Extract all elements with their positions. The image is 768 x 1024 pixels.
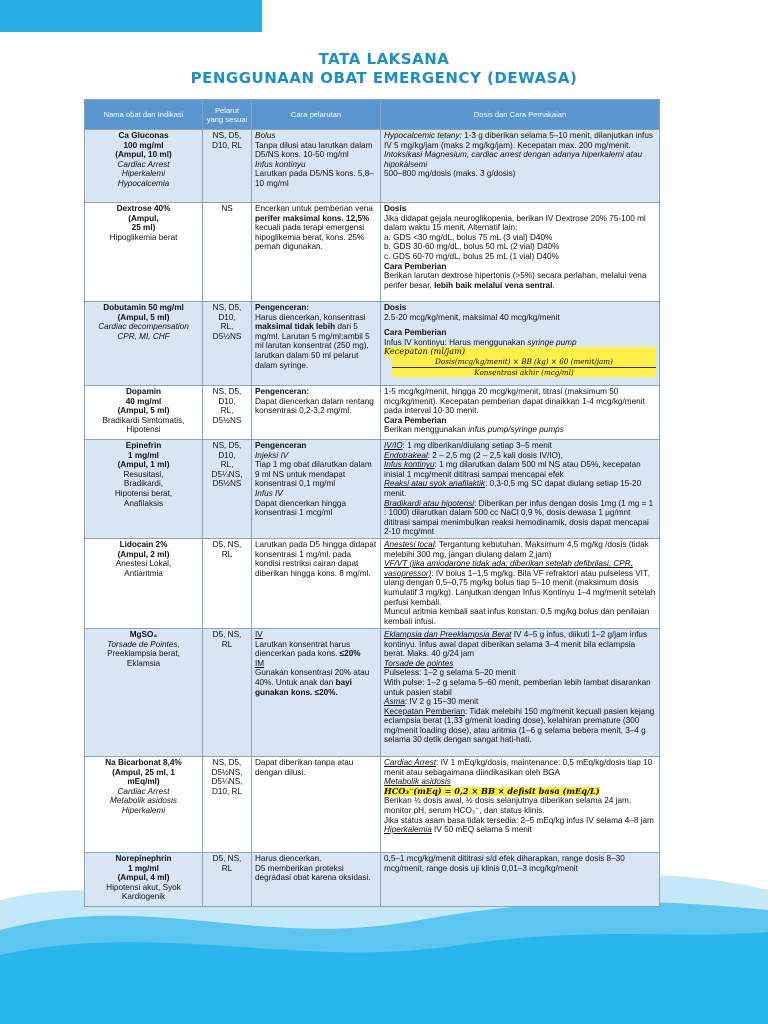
prep-text: Harus diencerkan. [255,853,322,863]
prep-subheading: Injeksi IV [255,450,289,460]
dose-text: : IV 2 g 15–30 menit [404,697,479,707]
dose-cell [381,386,660,440]
solvent: D5¼NS, [211,777,243,787]
solvent: RL [221,549,233,559]
drug-form: 25 ml) [131,223,156,233]
drug-strength: 1 mg/ml [128,863,159,873]
dose-heading: IV/IO [384,441,403,450]
drug-indication: Hipotensi akut, Syok [106,882,181,892]
drug-indication: Hipotensi [126,425,161,435]
prep-emphasis: maksimal tidak lebih [255,322,336,332]
drug-name: Ca Gluconas [118,131,169,140]
prep-heading: Bolus [255,131,276,140]
solvent: D10, [218,396,236,406]
drug-indication: Bradikardi Simtomatis, [102,415,185,425]
prep-text: kecuali pada terapi emergensi hipoglikemia berat, kons. 25% pernah digunakan. [255,223,365,252]
solvent: D5½NS [212,415,242,425]
prep-heading: Pengenceran: [255,387,310,396]
dose-cell [381,538,660,628]
dose-heading: Kecepatan Pemberian [384,706,466,716]
dose-text: : 2 – 2,5 mg (2 – 2,5 kali dosis IV/IO), [427,450,563,460]
dose-heading: Hypocalcemic tetany: [384,131,462,140]
dose-text: : 1 mg dilarutkan dalam 500 ml NS atau D5%, kecepatan inisial 1 mcg/menit dititrasi sampai mencapai efek [384,460,641,479]
dose-text: : IV bolus 1–1,5 mg/kg. Bila VF refraktori atau pulseless VIT, ulang dengan 0,5–0,75 mg/kg bolus tiap 5–10 menit (maksimum dosis kumulatif 3 mg/kg). Lanjutkan dengan Infus Kontinyu 1–4 mg/menit setelah perfusi kembali. [384,568,656,607]
table-row [85,440,660,539]
drug-strength: 40 mg/ml [125,396,162,406]
drug-indication: Cardiac Arrest [117,159,170,169]
dose-heading: Torsade de pointes [384,658,454,668]
dose-text: Infus IV kontinyu: Harus menggunakan [384,337,528,347]
solvent: D10, RL [211,140,243,150]
title-line-2: PENGGUNAAN OBAT EMERGENCY (DEWASA) [190,69,578,87]
drug-name: Dobutamin 50 mg/ml [103,303,184,312]
bicarbonate-formula: HCO₃⁻(mEq) = 0,2 × BB × defisit basa (mEq/L) [384,785,600,796]
title-line-1: TATA LAKSANA [318,50,450,68]
solvent: D5½NS, [211,767,243,777]
prep-cell [252,628,381,756]
prep-cell [252,203,381,302]
solvent-cell [203,130,252,203]
dose-heading: VF/VT (jika amiodarone tidak ada; diberikan setelah defibrilasi, CPR, vasopressor) [384,559,633,578]
prep-text: Tanpa dilusi atau larutkan dalam D5/NS kons. 10-50 mg/ml [255,140,373,160]
prep-heading: Pengenceran: [255,303,310,312]
drug-name: Dextrose 40% [116,204,171,213]
drug-indication: Hipoglikemia berat [109,232,178,242]
drug-name: Na Bicarbonat 8,4% [105,757,182,767]
prep-text: Encerkan untuk pemberian vena [255,204,373,213]
solvent: D5, NS, [212,853,242,863]
rate-formula-denominator: Konsentrasi akhir (mcg/ml) [392,368,656,378]
solvent-cell [203,302,252,386]
solvent-cell [203,756,252,852]
dose-heading: Dosis [384,204,407,213]
drug-form: (Ampul, [128,213,159,223]
dose-cell [381,628,660,756]
dose-heading: Asma [384,697,405,707]
solvent: D10, RL [211,786,243,796]
dose-text: 2.5-20 mcg/kg/menit, maksimal 40 mcg/kg/menit [384,312,560,322]
drug-name-cell [85,203,203,302]
table-header-row [85,100,660,130]
prep-cell [252,852,381,906]
solvent: RL, [220,322,234,332]
table-row [85,130,660,203]
dose-emphasis: lebih baik melalui vena sentral [434,280,553,290]
dose-text: Pulseless: 1–2 g selama 5–20 menit [384,668,516,678]
dose-heading: Cara Pemberian [384,415,447,425]
solvent-cell [203,440,252,539]
dose-text: a. GDS <30 mg/dL, bolus 75 mL (3 vial) D40% [384,232,553,242]
prep-text: D5 memberikan proteksi degradasi obat karena oksidasi. [255,863,371,883]
drug-indication: Anafilaksis [123,498,164,508]
solvent: D5¼NS, [211,469,243,479]
dose-cell [381,130,660,203]
header-name: Nama obat dan Indikasi [85,100,203,130]
dose-text: : Tidak melebihi 150 mg/menit kecuali pasien kejang eclampsia berat (1,33 g/menit loading dose), kelahiran premature (300 mg/menit loading dose), atau aritmia (1–6 g selama bebera menit, 3–4 g selama 30 detik dengan sangat hati-hati. [384,706,655,745]
table-row [85,538,660,628]
drug-indication: Eklamsia [126,658,161,668]
drug-indication: Preeklampsia berat, [107,649,180,659]
prep-emphasis: bayi gunakan kons. ≤20%. [255,677,352,697]
dose-heading: Metabolik asidosis [384,777,451,787]
table-row [85,386,660,440]
dose-emphasis: syringe pump [527,337,577,347]
drug-form: (Ampul, 10 ml) [115,150,172,160]
drug-name-cell [85,756,203,852]
drug-indication: Hipotensi berat, [114,488,173,498]
drug-name-cell [85,852,203,906]
drug-indication: Antiaritmia [124,568,163,578]
prep-heading: IM [255,658,265,668]
solvent: D10, [218,312,236,322]
prep-cell [252,538,381,628]
dose-heading: Reaksi atau syok anafilaktik [384,479,486,489]
solvent: RL [221,639,233,649]
emergency-drug-table [84,99,660,907]
prep-text: Larutkan pada D5/NS kons. 5,8–10 mg/ml [255,169,374,188]
dose-text: : 1 mg diberikan/diulang setiap 3–5 menit [402,441,552,450]
drug-form: (Ampul, 5 ml) [117,312,170,322]
prep-text: Larutkan konsentrat harus diencerkan pada kons. [255,639,351,659]
solvent: D5½NS [212,479,242,489]
table-row [85,302,660,386]
prep-cell [252,386,381,440]
dose-heading: Endotrakeal [384,450,428,460]
dose-heading: Hiperkalemia [384,825,432,835]
prep-cell [252,130,381,203]
dose-heading: Cara Pemberian [384,261,447,271]
solvent: D5, NS, [212,629,242,639]
prep-heading: Infus kontinyu [255,159,306,169]
solvent: NS, D5, [212,757,242,767]
prep-cell [252,302,381,386]
drug-name-cell [85,538,203,628]
dose-text: : IV 1 mEq/kg/dosis, maintenance: 0,5 mEq/kg/dosis tiap 10 menit atau sebagaimana diindikasikan oleh BGA [384,757,653,777]
prep-text: Larutkan pada D5 hingga didapat konsentrasi 1 mg/ml. pada kondisi restriksi cairan dapat diberikan hingga kons. 8 mg/ml. [255,539,377,578]
dose-text: IV 50 mEQ selama 5 menit [431,825,532,835]
drug-form: (Ampul, 25 ml, 1 [112,767,175,777]
drug-form: (Ampul, 5 ml) [117,406,170,416]
drug-indication: Cardiac Arrest [117,786,170,796]
drug-indication: Cardiac decompensation [98,322,189,332]
dose-emphasis: infus pump/syringe pumps [468,425,564,435]
drug-name-cell [85,386,203,440]
drug-indication: Torsade de Pointes, [107,639,180,649]
prep-text: Gunakan konsentrasi 20% atau 40%. Untuk anak dan [255,668,370,687]
solvent-cell [203,386,252,440]
dose-text: Berikan larutan dextrose hipertonis (>5%) secara perlahan, melalui vena perifer besar, [384,271,647,290]
drug-form: mEq/ml) [127,777,160,787]
drug-form: (Ampul, 2 ml) [117,549,170,559]
solvent-cell [203,203,252,302]
drug-indication: Hypocalcemia [117,178,170,188]
drug-name: Dopamin [125,387,162,396]
solvent-cell [203,628,252,756]
table-row [85,756,660,852]
top-accent-bar [0,0,262,32]
dose-heading: Intoksikasi Magnesium, cardiac arrest dengan adanya hiperkalemi atau hipokalsemi [384,150,643,169]
dose-text: 0,5–1 mcg/kg/menit dititrasi s/d efek diharapkan, range dosis 8–30 mcg/menit, range dosis uji klinis 0,01–3 mcg/kg/menit [384,853,625,873]
dose-text: Berikan menggunakan [384,425,469,435]
drug-indication: CPR, MI, CHF [117,331,170,341]
dose-text: Berikan ½ dosis awal, ½ dosis selanjutnya diberikan selama 24 jam, monitor pH, serum HCO₃⁻, dan status klinis. [384,796,632,815]
drug-indication: Bradikardi, [123,479,164,489]
drug-form: (Ampul, 4 ml) [117,873,170,883]
dose-text: Jika didapat gejala neuroglikopenia, berikan IV Dextrose 20% 75-100 ml dalam waktu 15 menit. Alternatif lain: [384,213,646,233]
drug-indication: Resusitasi, [123,469,164,479]
drug-name-cell [85,440,203,539]
drug-indication: Hiperkalemi [121,805,166,815]
dose-heading: Cara Pemberian [384,328,447,338]
dose-text: : Tergantung kebutuhan. Maksimum 4,5 mg/kg /dosis (tidak melebihi 300 mg, jangan diulang dalam 2 jam) [384,539,649,559]
drug-indication: Hiperkalemi [121,169,166,179]
dose-text: b. GDS 30-60 mg/dL, bolus 50 mL (2 vial) D40% [384,242,560,252]
dose-text: : 0,3-0,5 mg SC dapat diulang setiap 15-20 menit. [384,479,642,498]
drug-name: MgSO₄ [129,629,158,639]
solvent: D5, NS, [212,539,242,549]
solvent: NS, D5, [212,387,242,396]
dose-cell [381,756,660,852]
prep-cell [252,756,381,852]
dose-text: With pulse: 1–2 g selama 5–60 menit, pemberian lebih lambat disarankan untuk pasien stabil [384,677,651,697]
dose-heading: Eklampsia dan Preeklampsia Berat [384,629,512,639]
rate-formula-numerator: Dosis(mcg/kg/menit) × BB (kg) × 60 (menit/jam) [392,357,656,368]
dose-text: c. GDS 60-70 mg/dL, bolus 25 mL (1 vial) D40% [384,251,559,261]
solvent: RL, [220,406,234,416]
drug-name: Epinefrin [125,441,162,450]
dose-cell [381,852,660,906]
prep-text: Tiap 1 mg obat dilarutkan dalam 9 ml NS untuk mendapat konsentrasi 0,1 mg/ml [255,460,372,489]
prep-emphasis: perifer maksimal kons. 12,5% [255,213,370,223]
solvent: NS, D5, [212,303,242,312]
dose-text: . [552,280,555,290]
header-prep: Cara pelarutan [252,100,381,130]
prep-heading: Pengenceran [255,441,307,450]
prep-text: Dapat diencerkan dalam rentang konsentrasi 0,2-3,2 mg/ml. [255,396,374,416]
solvent: D10, [218,450,236,460]
document-title [0,50,768,88]
prep-subheading: Infus IV [255,488,283,498]
prep-heading: IV [255,629,263,639]
rate-formula-label: Kecepatan (ml/jam) [384,347,656,357]
drug-indication: Anestesi Lokal, [115,559,172,569]
dose-heading: Anestesi local [384,539,435,549]
header-dose: Dosis dan Cara Pemakaian [381,100,660,130]
prep-text: dari 5 mg/ml. Larutan 5 mg/ml:ambil 5 ml larutan konsentrat (250 mg), larutkan dalam 50 ml pelarut dalam syringe. [255,322,370,370]
solvent: D5½NS [212,331,242,341]
dose-heading: Bradikardi atau hipotensi [384,498,475,508]
prep-text: Dapat diencerkan hingga konsentrasi 1 mcg/ml [255,498,347,518]
dose-text: : Diberikan per infus dengan dosis 1mg (1 mg = 1 : 1000) dilarutkan dalam 500 cc NaCl 0,9 %, dosis dewasa 1 μg/mnt dititrasi sampai menimbulkan reaksi hemodinamik, dosis dapat mencapai 2-10 mcg/mnt [384,498,654,537]
prep-cell [252,440,381,539]
dose-heading: Dosis [384,303,407,312]
prep-emphasis: ≤20% [339,649,361,659]
table-row [85,203,660,302]
drug-indication: Kardiogenik [121,892,166,902]
prep-text: Dapat diberikan tanpa atau dengan dilusi. [255,757,354,777]
dose-text: IV 4–5 g infus, diikuti 1–2 g/jam infus kontinyu. Infus awal dapat diberikan selama 3–4 menit bila eclampsia berat. Maks. 40 g/24 jam [384,629,648,659]
drug-name: Norepinephrin [115,853,172,863]
solvent-cell [203,538,252,628]
drug-name-cell [85,628,203,756]
dose-text: Muncul aritmia kembali saat infus konstan: 0,5 mg/kg bolus dan penilaian kembali infusi. [384,607,650,626]
dose-heading: Cardiac Arrest [384,757,437,767]
drug-name-cell [85,302,203,386]
table-row [85,628,660,756]
solvent: NS, D5, [212,131,242,140]
drug-name: Lidocain 2% [119,539,168,549]
solvent: NS, D5, [212,441,242,450]
dose-text: 500–800 mg/dosis (maks. 3 g/dosis) [384,169,516,179]
dose-cell [381,203,660,302]
drug-form: (Ampul, 1 ml) [117,460,170,470]
solvent: NS [221,204,233,213]
dose-text: Jika status asam basa tidak tersedia: 2–5 mEq/kg infus IV selama 4–8 jam [384,815,654,825]
drug-strength: 1 mg/ml [128,450,159,460]
solvent: RL [221,863,233,873]
dose-text: 1-3 g diberikan selama 5–10 menit, dilanjutkan infus IV 5 mg/kg/jam (maks 2 mg/kg/jam). Kecepatan max. 200 mg/menit. [384,131,653,150]
dose-cell [381,440,660,539]
drug-strength: 100 mg/ml [123,140,164,150]
dose-text: 1-5 mcg/kg/menit, hingga 20 mcg/kg/menit, titrasi (maksimum 50 mcg/kg/menit). Kecepatan pemberian dapat dinaikkan 1-4 mcg/kg/menit pada interval 10-30 menit. [384,387,645,416]
dose-heading: Infus kontinyu [384,460,435,470]
solvent-cell [203,852,252,906]
header-solvent: Pelarut yang sesuai [203,100,252,130]
table-row [85,852,660,906]
solvent: RL, [220,460,234,470]
dose-cell [381,302,660,386]
prep-text: Harus diencerkan, konsentrasi [255,312,366,322]
drug-name-cell [85,130,203,203]
drug-indication: Metabolik asidosis [110,796,177,806]
